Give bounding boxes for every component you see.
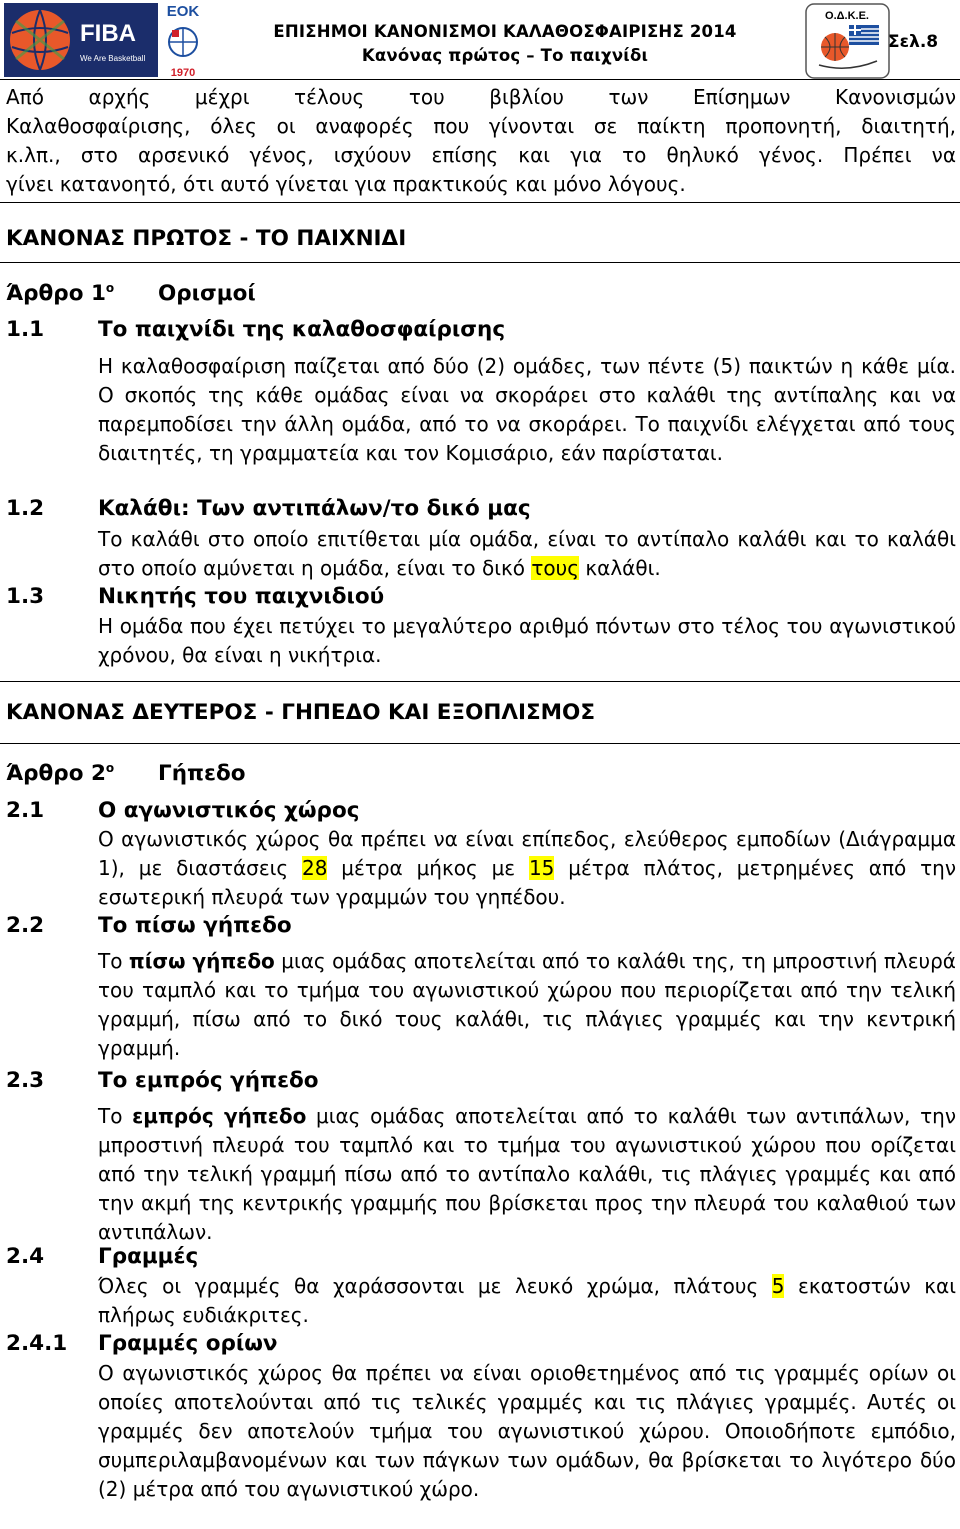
section-2-2-title: Το πίσω γήπεδο xyxy=(98,913,292,938)
header-divider xyxy=(0,79,960,80)
section-1-1-text: Η καλαθοσφαίριση παίζεται από δύο (2) ομάδες, των πέντε (5) παικτών η κάθε μία. Ο σκοπός της κάθε ομάδας είναι να σκοράρει στο καλάθι της αντίπαλης και να παρεμποδίσει την άλλη ομάδα, από το να σκοράρει. Το παιχνίδι ελέγχεται από τους διαιτητές, τη γραμματεία και τον Κομισάριο, εάν παρίσταται. xyxy=(98,354,956,465)
section-1-2-title: Καλάθι: Των αντιπάλων/το δικό μας xyxy=(98,496,531,521)
section-2-4-title: Γραμμές xyxy=(98,1244,199,1269)
section-1-2-text xyxy=(98,525,956,583)
section-1-1-title: Το παιχνίδι της καλαθοσφαίρισης xyxy=(98,317,506,342)
section-1-3-text: Η ομάδα που έχει πετύχει το μεγαλύτερο αριθμό πόντων στο τέλος του αγωνιστικού χρόνου, θα είναι η νικήτρια. xyxy=(98,614,956,667)
text-run: καλάθι. xyxy=(578,556,661,580)
bold-term: εμπρός γήπεδο xyxy=(132,1104,307,1128)
section-2-2-text xyxy=(98,947,956,1063)
section-2-4-1-number: 2.4.1 xyxy=(6,1331,68,1356)
header-title xyxy=(200,20,810,68)
intro-line-4: γίνει κατανοητό, ότι αυτό γίνεται για πρακτικούς και μόνο λόγους. xyxy=(6,172,686,196)
intro-line-2: Καλαθοσφαίρισης, όλες οι αναφορές που γίνονται σε παίκτη προπονητή, διαιτητή, xyxy=(6,114,956,138)
section-1-2-number: 1.2 xyxy=(6,496,45,521)
text-run: μιας ομάδας αποτελείται από το καλάθι της, τη μπροστινή πλευρά του ταμπλό και το τμήμα του αγωνιστικού χώρου που περιορίζεται από την τελική γραμμή, πίσω από το δικό τους καλάθι, τις πλάγιες γραμμές και την κεντρική γραμμή. xyxy=(98,949,956,1060)
text-run: Το xyxy=(98,1104,133,1128)
highlighted-number: 15 xyxy=(528,856,555,880)
rule-one-heading: ΚΑΝΟΝΑΣ ΠΡΩΤΟΣ - ΤΟ ΠΑΙΧΝΙΔΙ xyxy=(6,226,407,251)
section-2-1-number: 2.1 xyxy=(6,798,45,823)
article-two-title: Γήπεδο xyxy=(158,761,246,786)
section-2-4-1-title: Γραμμές ορίων xyxy=(98,1331,278,1356)
section-2-4-1-text: Ο αγωνιστικός χώρος θα πρέπει να είναι οριοθετημένος από τις γραμμές ορίων οι οποίες αποτελούνται από τις τελικές γραμμές και τις πλάγιες γραμμές. Αυτές οι γραμμές δεν αποτελούν τμήμα του αγωνιστικού χώρου. Οποιοδήποτε εμπόδιο, συμπεριλαμβανομένων και των πάγκων των ομάδων, θα βρίσκεται το λιγότερο δύο (2) μέτρα από του αγωνιστικού χώρο. xyxy=(98,1361,956,1501)
article-one-number: Άρθρο 1 xyxy=(6,281,106,307)
text-run: μέτρα πλάτος, μετρημένες από την εσωτερική πλευρά των γραμμών του γηπέδου. xyxy=(98,856,956,909)
header-title-line1: ΕΠΙΣΗΜΟΙ ΚΑΝΟΝΙΣΜΟΙ ΚΑΛΑΘΟΣΦΑΙΡΙΣΗΣ 2014 xyxy=(273,22,737,41)
text-run: μέτρα μήκος με xyxy=(327,856,529,880)
section-2-4-number: 2.4 xyxy=(6,1244,45,1269)
section-2-4-text xyxy=(98,1272,956,1330)
fiba-tagline: We Are Basketball xyxy=(80,54,146,63)
article-one-title: Ορισμοί xyxy=(158,281,256,306)
section-2-2-number: 2.2 xyxy=(6,913,45,938)
fiba-logo xyxy=(4,3,184,77)
text-run: εκατοστών και πλήρως ευδιάκριτες. xyxy=(98,1274,956,1327)
header-title-line2: Κανόνας πρώτος – Το παιχνίδι xyxy=(361,46,649,65)
bold-term: πίσω γήπεδο xyxy=(128,949,275,973)
text-run: μιας ομάδας αποτελείται από το καλάθι των αντιπάλων, την μπροστινή πλευρά του ταμπλό και το τμήμα του αγωνιστικού χώρου που ορίζεται από την τελική γραμμή πίσω από το αντίπαλο καλάθι, τις πλάγιες γραμμές και από την ακμή της κεντρικής γραμμής που βρίσκεται προς την πλευρά του καλαθιού των αντιπάλων. xyxy=(98,1104,956,1244)
section-divider xyxy=(0,262,960,263)
odke-logo xyxy=(805,3,890,79)
article-two-label xyxy=(6,761,114,786)
section-1-1-number: 1.1 xyxy=(6,317,45,342)
section-divider xyxy=(0,202,960,203)
section-1-3-title: Νικητής του παιχνιδιού xyxy=(98,584,385,609)
article-one-label xyxy=(6,281,114,306)
section-2-1-text xyxy=(98,825,956,912)
eok-year: 1970 xyxy=(170,67,196,79)
intro-line-3: κ.λπ., στο αρσενικό γένος, ισχύουν επίσης και για το θηλυκό γένος. Πρέπει να xyxy=(6,143,956,167)
section-2-3-number: 2.3 xyxy=(6,1068,45,1093)
section-divider xyxy=(0,681,960,682)
eok-logo-text: ΕΟΚ xyxy=(166,3,200,20)
section-2-3-title: Το εμπρός γήπεδο xyxy=(98,1068,319,1093)
page-header xyxy=(0,0,960,82)
text-run: Ο αγωνιστικός χώρος θα πρέπει να είναι επίπεδος, ελεύθερος εμποδίων (Διάγραμμα 1), με διαστάσεις xyxy=(98,827,956,880)
rule-two-heading: ΚΑΝΟΝΑΣ ΔΕΥΤΕΡΟΣ - ΓΗΠΕΔΟ ΚΑΙ ΕΞΟΠΛΙΣΜΟΣ xyxy=(6,700,596,725)
text-run: Το καλάθι στο οποίο επιτίθεται μία ομάδα, είναι το αντίπαλο καλάθι και το καλάθι στο οποίο αμύνεται η ομάδα, είναι το δικό xyxy=(98,527,956,580)
highlighted-number: 5 xyxy=(771,1274,785,1298)
odke-logo-text: Ο.Δ.Κ.Ε. xyxy=(825,10,869,22)
text-run: Το xyxy=(98,949,129,973)
highlighted-word: τους xyxy=(531,556,579,580)
section-1-3-number: 1.3 xyxy=(6,584,45,609)
section-2-3-text xyxy=(98,1102,956,1247)
text-run: Όλες οι γραμμές θα χαράσσονται με λευκό χρώμα, πλάτους xyxy=(98,1274,772,1298)
intro-paragraph xyxy=(6,83,956,199)
intro-line-1: Από αρχής μέχρι τέλους του βιβλίου των Επίσημων Κανονισμών xyxy=(6,85,956,109)
highlighted-number: 28 xyxy=(302,856,328,880)
article-two-number: Άρθρο 2 xyxy=(6,761,106,787)
section-divider xyxy=(0,743,960,744)
section-2-1-title: Ο αγωνιστικός χώρος xyxy=(98,798,360,823)
article-one-ordinal: ο xyxy=(105,281,115,295)
page-number: Σελ.8 xyxy=(888,32,939,52)
fiba-logo-text: FIBA xyxy=(80,20,136,47)
article-two-ordinal: ο xyxy=(105,761,115,775)
